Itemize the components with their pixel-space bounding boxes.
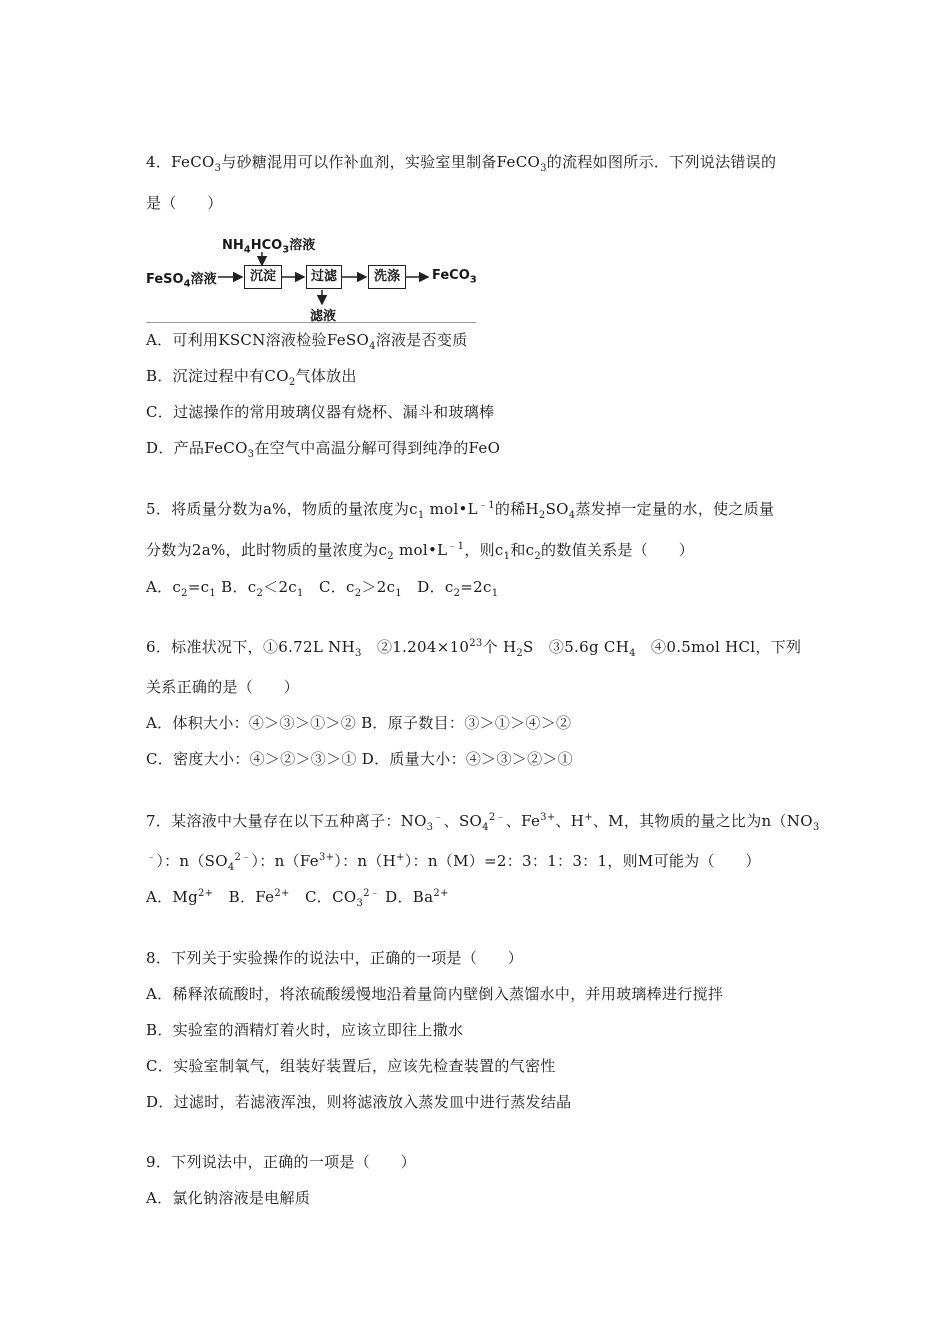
q7-stem-line2: ﹣）：$n(SO_4^{2﹣})$：$n(Fe^{3+})$：n（H+）：n（M）=2：3：1：3：1，则M可能为（ ） xyxy=(146,852,761,873)
q6-options-cd: C．密度大小：④＞②＞③＞① D．质量大小：④＞③＞②＞① xyxy=(146,750,573,768)
q9-option-a: A．氯化钠溶液是电解质 xyxy=(146,1189,311,1207)
box-filter: 过滤 xyxy=(306,265,342,289)
q8-stem: 8．下列关于实验操作的说法中，正确的一项是（ ） xyxy=(146,949,524,967)
q5-stem-line2: 分数为2a%，此时物质的量浓度为$c_2$ $mol•L^{﹣1}$，则$c_1$和$c_2$的数值关系是（ ） xyxy=(146,541,695,562)
q9-stem: 9．下列说法中，正确的一项是（ ） xyxy=(146,1153,416,1171)
q8-option-c: C．实验室制氧气，组装好装置后，应该先检查装置的气密性 xyxy=(146,1057,556,1075)
end-label: FeCO$_3$ xyxy=(432,268,477,286)
flowchart xyxy=(146,232,476,324)
q8-option-b: B．实验室的酒精灯着火时，应该立即往上撒水 xyxy=(146,1021,464,1039)
q4-option-b: B．沉淀过程中有$CO_2$气体放出 xyxy=(146,367,357,388)
q4-option-c: C．过滤操作的常用玻璃仪器有烧杯、漏斗和玻璃棒 xyxy=(146,403,495,421)
q5-options: A．$c_2=c_1$ B．$c_2<2c_1$ C．$c_2>2c_1$ D．$c_2=2c_1$ xyxy=(146,578,499,599)
box-wash: 洗涤 xyxy=(368,265,406,289)
divider xyxy=(146,322,476,323)
q4-stem-line1: 4．FeCO$_3$与砂糖混用可以作补血剂，实验室里制备FeCO$_3$的流程如图所示．下列说法错误的 xyxy=(146,153,777,174)
box-precipitate: 沉淀 xyxy=(244,265,282,289)
q4-option-d: D．产品FeCO$_3$在空气中高温分解可得到纯净的FeO xyxy=(146,439,501,460)
q4-stem-line2: 是（ ） xyxy=(146,194,223,212)
q5-stem-line1: 5．将质量分数为a%，物质的量浓度为$c_1$ $mol•L^{﹣1}$的稀$H_2SO_4$蒸发掉一定量的水，使之质量 xyxy=(146,500,775,521)
q8-option-a: A．稀释浓硫酸时，将浓硫酸缓慢地沿着量筒内壁倒入蒸馏水中，并用玻璃棒进行搅拌 xyxy=(146,985,724,1003)
q6-stem-line1: 6．标准状况下，①6.72L $NH_3$ $②1.204\times 10^{23}$个 $H_2S$ ③5.6g $CH_4$ ④0.5mol HCl，下列 xyxy=(146,638,802,659)
q4-option-a: A．可利用KSCN溶液检验FeSO$_4$溶液是否变质 xyxy=(146,331,468,352)
q8-option-d: D．过滤时，若滤液浑浊，则将滤液放入蒸发皿中进行蒸发结晶 xyxy=(146,1093,572,1111)
q7-stem-line1: 7．某溶液中大量存在以下五种离子：$NO_3^﹣$、$SO_4^{2﹣}$、$Fe^{3+}$、H+、M，其物质的量之比为$n(NO_3$ xyxy=(146,812,820,833)
q6-options-ab: A．体积大小：④＞③＞①＞② B．原子数目：③＞①＞④＞② xyxy=(146,714,572,732)
start-label: FeSO$_4$溶液 xyxy=(146,272,217,290)
filtrate-label: 滤液 xyxy=(310,309,337,324)
q6-stem-line2: 关系正确的是（ ） xyxy=(146,678,300,696)
reagent-label: $NH_4HCO_3$溶液 xyxy=(222,238,316,256)
q7-options: A．$Mg^{2+}$ B．$Fe^{2+}$ C．$CO_3^{2﹣}$ D．$Ba^{2+}$ xyxy=(146,888,449,909)
